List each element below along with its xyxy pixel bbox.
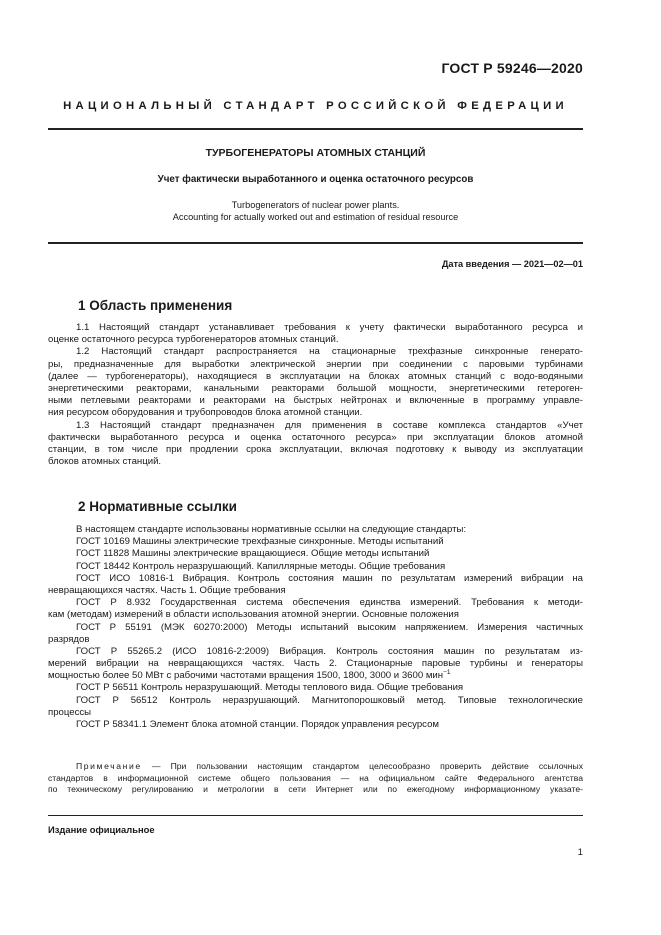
text-line: 1.3 Настоящий стандарт предназначен для применения в составе комплекса стандартов «Учет xyxy=(76,419,583,431)
text-line: мощностью более 50 МВт с рабочими частотами вращения 1500, 1800, 3000 и 3600 мин xyxy=(48,670,444,682)
section-1-heading: 1 Область применения xyxy=(78,298,233,313)
text-line: В настоящем стандарте использованы нормативные ссылки на следующие стандарты: xyxy=(76,524,467,535)
reference-item: ГОСТ 18442 Контроль неразрушающий. Капиллярные методы. Общие требования xyxy=(76,560,446,572)
text-line: 1.1 Настоящий стандарт устанавливает требования к учету фактически выработанного ресурса и xyxy=(76,322,583,333)
text-line: энергетическими реакторами, канальными реакторами большой мощности, энергетическими гетероген- xyxy=(48,382,583,394)
reference-item: ГОСТ Р 8.932 Государственная система обеспечения единства измерений. Требования к методи- xyxy=(76,597,583,609)
reference-item: ГОСТ ИСО 10816-1 Вибрация. Контроль состояния машин по результатам измерений вибрации на xyxy=(76,572,583,584)
reference-item: ГОСТ Р 58341.1 Элемент блока атомной станции. Порядок управления ресурсом xyxy=(76,719,440,730)
document-subtitle: Учет фактически выработанного и оценка остаточного ресурсов xyxy=(157,174,474,185)
text-line: станции, в том числе при продлении срока эксплуатации, включая подготовку к выводу из эксплуатации xyxy=(48,443,583,455)
reference-item: разрядов xyxy=(48,633,90,645)
text-line: ными петлевыми реакторами и реакторами на быстрых нейтронах и включенные в программу управле- xyxy=(48,395,583,407)
note-block xyxy=(48,761,583,796)
note-text: — При пользовании настоящим стандартом целесообразно проверить действие ссылочных xyxy=(141,761,583,771)
title-rule xyxy=(48,242,583,244)
reference-item: мерений вибрации на невращающихся частях. Часть 2. Стационарные паровые турбины и генераторы xyxy=(48,658,583,670)
footer-rule xyxy=(48,815,583,816)
reference-item: ГОСТ Р 56512 Контроль неразрушающий. Магнитопорошковый метод. Типовые технологические xyxy=(76,694,583,706)
english-title xyxy=(48,199,583,223)
reference-item: ГОСТ Р 55265.2 (ИСО 10816-2:2009) Вибрация. Контроль состояния машин по результатам из- xyxy=(76,645,583,657)
note-label: Примечание xyxy=(76,761,142,771)
text-line: фактически выработанного ресурса и оценка остаточного ресурса» при эксплуатации блоков атомной xyxy=(48,431,583,443)
text-line: ры, предназначенные для выработки электрической энергии при соединении с паровыми турбинами xyxy=(48,358,583,370)
note-line xyxy=(48,761,583,773)
section-2-body xyxy=(48,524,583,731)
text-line: оценке остаточного ресурса турбогенераторов атомных станций. xyxy=(48,334,339,346)
section-2-heading: 2 Нормативные ссылки xyxy=(78,499,237,514)
introduction-date: Дата введения — 2021—02—01 xyxy=(441,259,583,269)
english-title-line: Turbogenerators of nuclear power plants. xyxy=(231,200,400,210)
text-line: блоков атомных станций. xyxy=(48,456,162,468)
top-rule xyxy=(48,128,583,130)
note-line: по техническому регулированию и метрологии в сети Интернет или по ежегодному информационному указате- xyxy=(48,784,583,795)
reference-item: кам (методам) измерений в области использования атомной энергии. Основные положения xyxy=(48,609,459,621)
gost-number: ГОСТ Р 59246—2020 xyxy=(441,60,583,76)
reference-item: ГОСТ Р 55191 (МЭК 60270:2000) Методы испытаний высоким напряжением. Измерения частичных xyxy=(76,621,583,633)
page-number: 1 xyxy=(577,847,583,858)
unit-superscript: −1 xyxy=(443,669,451,677)
reference-item: невращающихся частях. Часть 1. Общие требования xyxy=(48,584,286,596)
text-line: 1.2 Настоящий стандарт распространяется на стационарные трехфазные синхронные генерато- xyxy=(76,346,583,358)
edition-label: Издание официальное xyxy=(48,824,155,835)
document-title: ТУРБОГЕНЕРАТОРЫ АТОМНЫХ СТАНЦИЙ xyxy=(205,147,426,159)
note-line: стандартов в информационной системе общего пользования — на официальном сайте Федерального агентства xyxy=(48,772,583,783)
reference-item: ГОСТ 10169 Машины электрические трехфазные синхронные. Методы испытаний xyxy=(76,536,444,548)
national-standard-heading: НАЦИОНАЛЬНЫЙ СТАНДАРТ РОССИЙСКОЙ ФЕДЕРАЦИИ xyxy=(63,100,568,112)
text-line: ния ресурсом оборудования и трубопроводов блока атомной станции. xyxy=(48,407,363,419)
text-line: (далее — турбогенераторы), находящиеся в эксплуатации на блоках атомных станций с водо-водяными xyxy=(48,370,583,382)
reference-item: ГОСТ 11828 Машины электрические вращающиеся. Общие методы испытаний xyxy=(76,548,430,560)
reference-item-with-unit xyxy=(48,670,583,682)
reference-item: ГОСТ Р 56511 Контроль неразрушающий. Методы теплового вида. Общие требования xyxy=(76,682,464,694)
section-1-body xyxy=(48,322,583,468)
reference-item: процессы xyxy=(48,706,92,718)
english-title-line: Accounting for actually worked out and estimation of residual resource xyxy=(172,212,459,222)
